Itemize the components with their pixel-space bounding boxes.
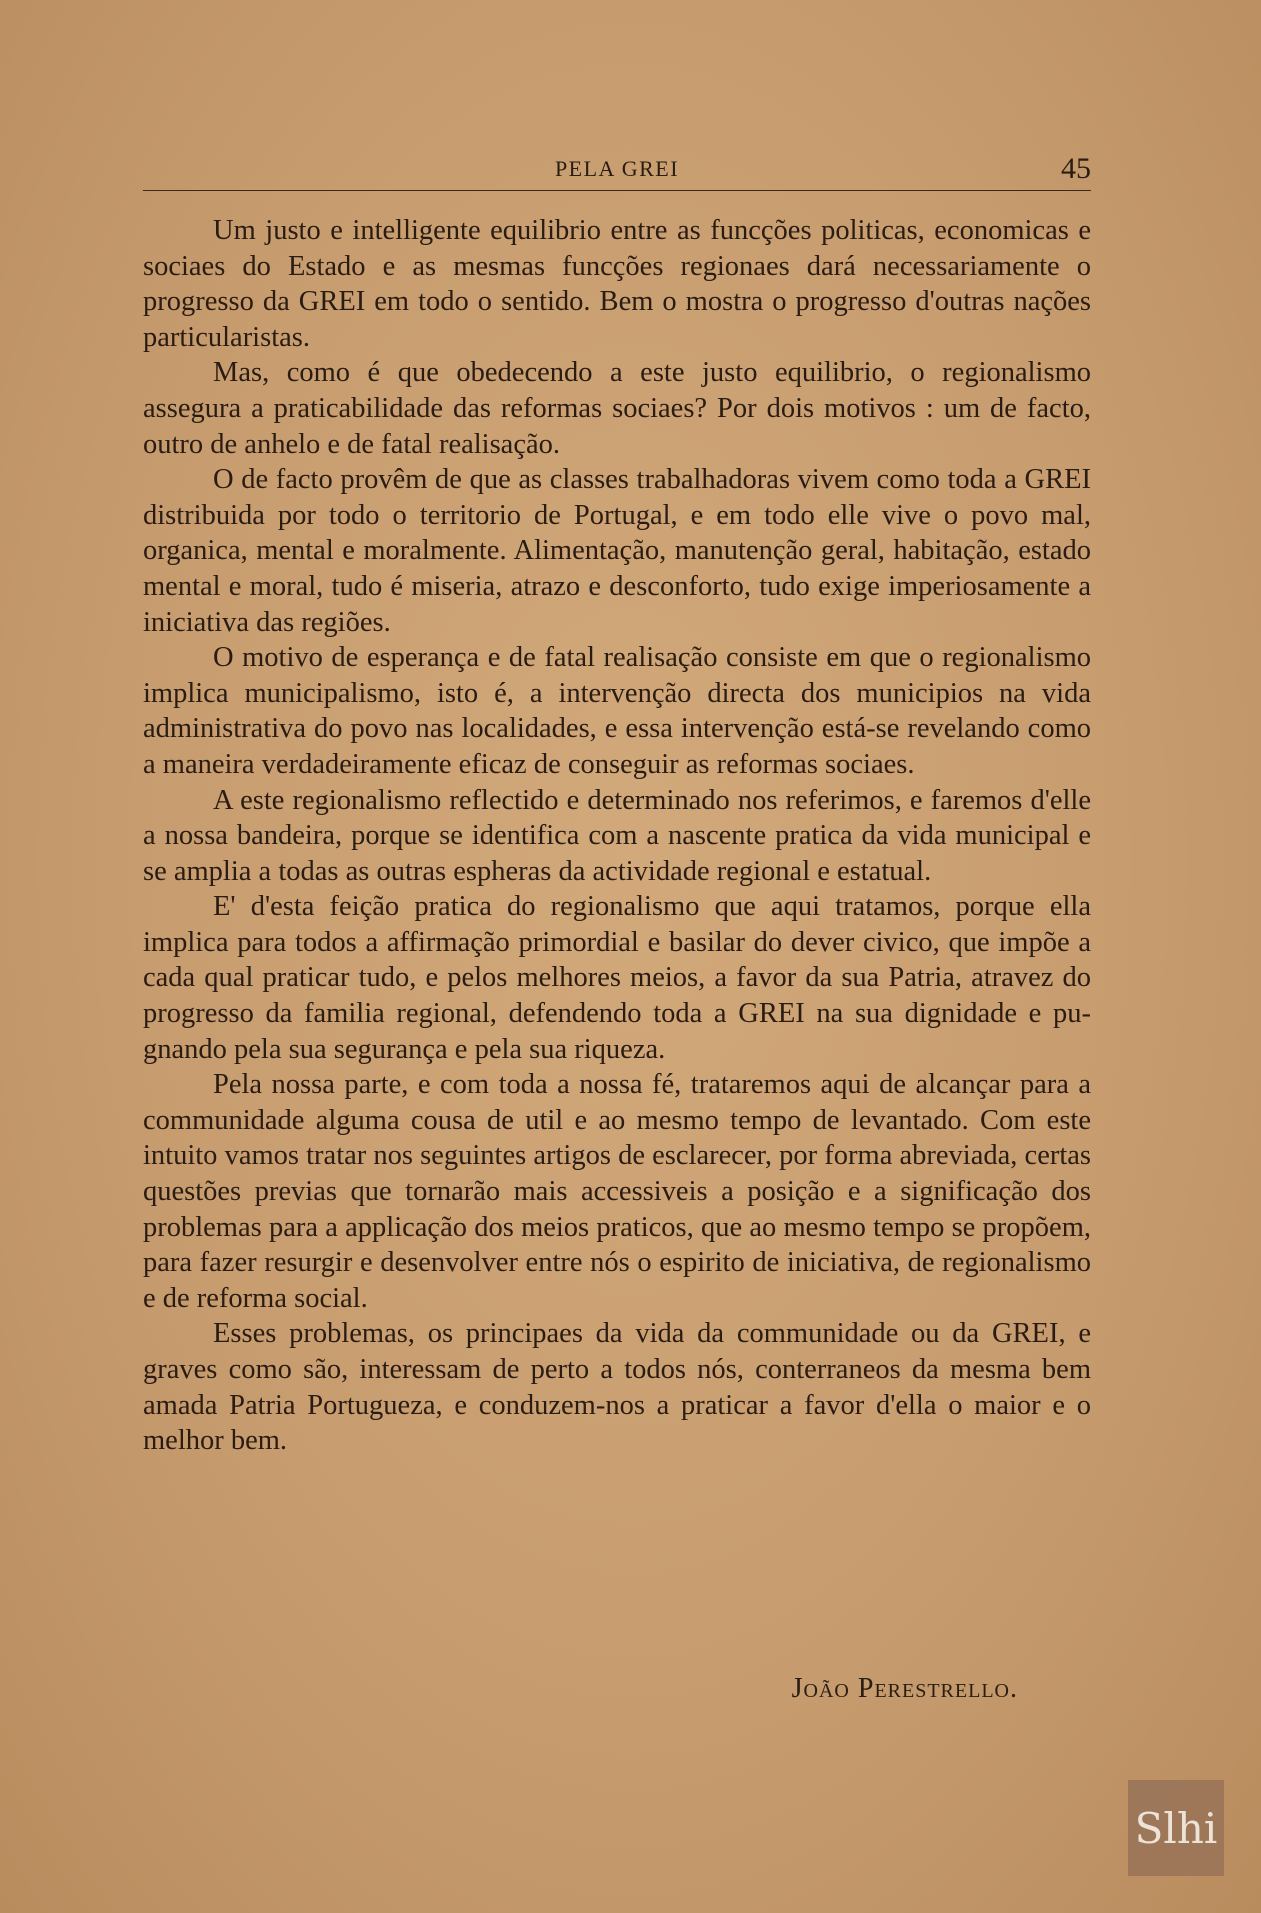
- library-logo: Slhi: [1128, 1780, 1224, 1876]
- paragraph-5: A este regionalismo reflectido e determinado nos referimos, e faremos d'elle a nossa bandeira, porque se identifica com a nascente pratica da vida municipal e se amplia a todas as outras espheras da actividade regional e estatual.: [143, 784, 1091, 887]
- paragraph-7: Pela nossa parte, e com toda a nossa fé, trataremos aqui de alcançar para a communidade alguma cousa de util e ao mesmo tempo de levantado. Com este intuito vamos tratar nos seguintes artigos de esclarecer, por forma abreviada, certas questões previas que tornarão mais accessiveis a posição e a significação dos problemas para a applicação dos meios praticos, que ao mesmo tempo se propõem, para fazer resurgir e desenvolver entre nós o espirito de iniciativa, de regionalismo e de reforma social.: [143, 1069, 1091, 1314]
- paragraph-8: Esses problemas, os principaes da vida da communidade ou da GREI, e graves como são, interessam de perto a todos nós, conterraneos da mesma bem amada Patria Portugueza, e conduzem-nos a praticar a favor d'ella o maior e o melhor bem.: [143, 1318, 1091, 1457]
- paragraph-4: O motivo de esperança e de fatal realisação consiste em que o regionalismo implica municipalismo, isto é, a intervenção directa dos municipios na vida administrativa do povo nas localidades, e essa intervenção está-se revelando como a maneira verdadeiramente eficaz de conseguir as reformas sociaes.: [143, 642, 1091, 780]
- paragraph-3: O de facto provêm de que as classes trabalhadoras vivem como toda a GREI distribuida por todo o territorio de Portugal, e em todo elle vive o povo mal, organica, mental e moralmente. Alimentação, manutenção geral, habitação, estado mental e moral, tudo é miseria, atrazo e desconforto, tudo exige imperiosamente a iniciativa das regiões.: [143, 464, 1091, 638]
- paragraph-2: Mas, como é que obedecendo a este justo equilibrio, o regionalismo assegura a praticabilidade das reformas sociaes? Por dois motivos : um de facto, outro de anhelo e de fatal realisação.: [143, 357, 1091, 460]
- running-title: PELA GREI: [554, 156, 680, 181]
- author-signature: João Perestrello.: [791, 1673, 1018, 1704]
- article-body: [143, 213, 1091, 1459]
- page-number: 45: [1061, 152, 1091, 185]
- paragraph-1: Um justo e intelligente equilibrio entre as funcções politicas, economicas e sociaes do Estado e as mesmas funcções regionaes dará necessariamente o progresso da GREI em todo o sentido. Bem o mostra o progresso d'outras nações particularistas.: [143, 215, 1091, 353]
- paragraph-6: E' d'esta feição pratica do regionalismo que aqui tratamos, porque ella implica para todos a affirmação primordial e basilar do dever civico, que impõe a cada qual praticar tudo, e pelos melhores meios, a favor da sua Patria, atravez do progresso da familia regional, defendendo toda a GREI na sua dignidade e pugnando pela sua segurança e pela sua riqueza.: [143, 891, 1091, 1065]
- page-header: [143, 152, 1091, 191]
